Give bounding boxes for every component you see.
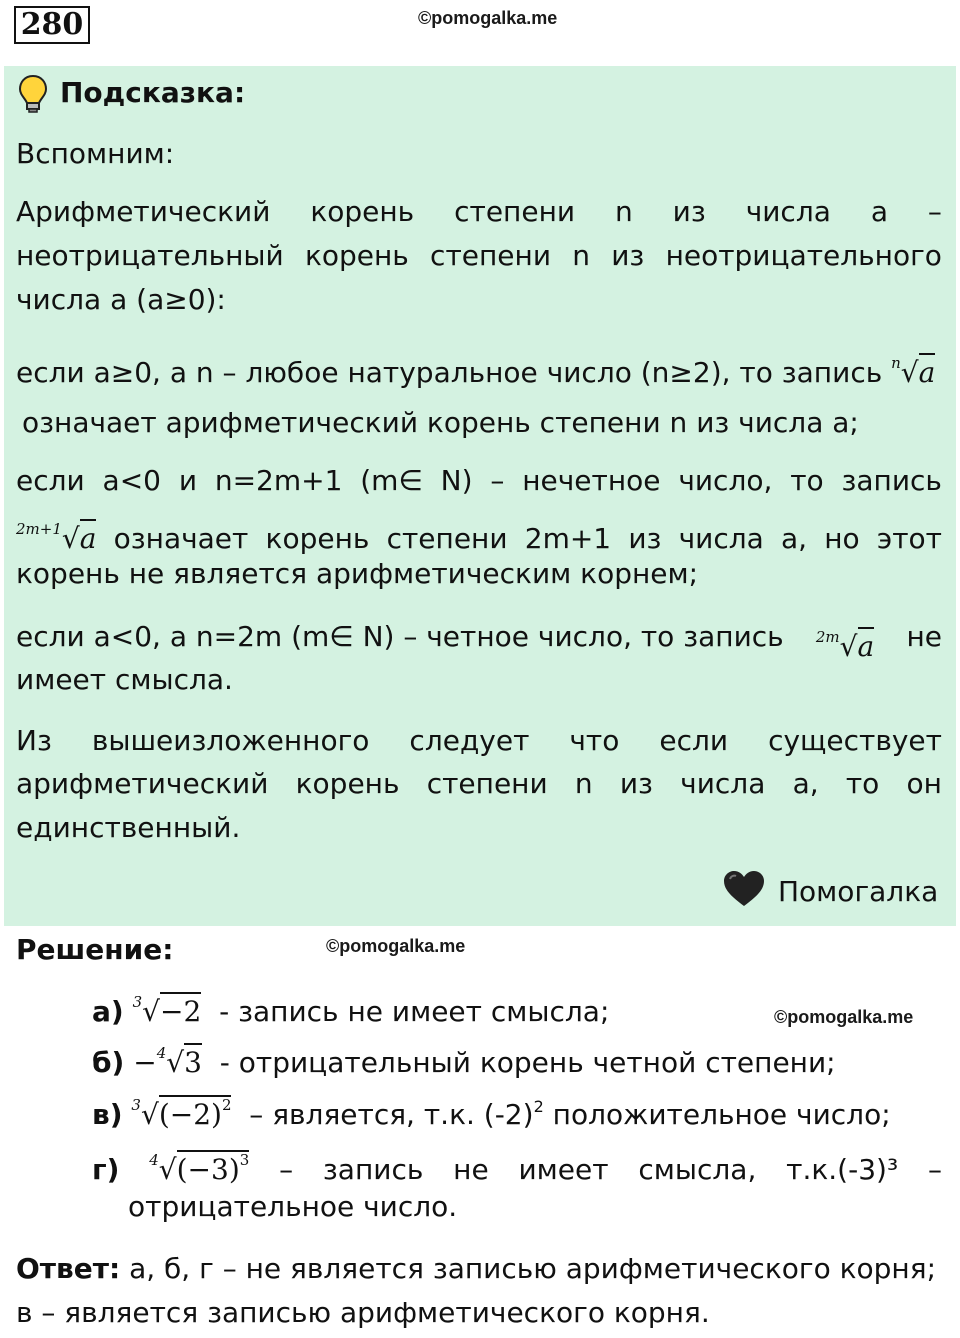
root-prefix: − <box>133 1046 157 1079</box>
word: Из <box>16 724 52 757</box>
word: числа <box>678 522 764 555</box>
word: следует <box>409 724 530 757</box>
solution-title: Решение: <box>16 933 174 966</box>
brand-name: Помогалка <box>778 874 939 908</box>
solution-item-a <box>92 985 692 1029</box>
concl-line-3: единственный. <box>16 811 241 844</box>
concl-line-2 <box>16 767 942 801</box>
word: n <box>572 239 590 272</box>
word: – <box>279 1153 294 1186</box>
solution-item-c <box>92 1088 932 1132</box>
case3-radicand: a <box>858 627 875 663</box>
word: смысла, <box>638 1153 757 1186</box>
root-index: 3 <box>132 993 143 1011</box>
word: степени <box>426 767 548 800</box>
case1-line <box>16 346 942 390</box>
word: из <box>628 522 662 555</box>
word: корень <box>304 239 409 272</box>
word: и <box>178 464 198 497</box>
word: – <box>490 464 505 497</box>
word: запись <box>322 1153 424 1186</box>
root-index: 4 <box>149 1151 159 1169</box>
word: из <box>672 195 706 228</box>
case3-line-2: имеет смысла. <box>16 663 233 696</box>
word: числа <box>745 195 831 228</box>
word: существует <box>768 724 942 757</box>
word: то <box>790 464 824 497</box>
word: т.к.(-3)³ <box>786 1153 899 1186</box>
case2-line-3: корень не является арифметическим корнем; <box>16 557 699 590</box>
word: степени <box>386 522 508 555</box>
root-index: 4 <box>156 1044 167 1062</box>
answer-line-1 <box>16 1252 942 1286</box>
watermark-3: ©pomogalka.me <box>774 1007 914 1027</box>
word: степени <box>454 195 576 228</box>
case2-radicand: a <box>80 519 97 555</box>
word: – <box>927 1153 942 1186</box>
word: неотрицательного <box>665 239 942 272</box>
word: имеет <box>518 1153 609 1186</box>
item-label: а) <box>92 995 124 1028</box>
item-text: - запись не имеет смысла; <box>219 995 610 1028</box>
lightbulb-icon <box>18 74 48 118</box>
root-radicand: 3 <box>184 1043 202 1079</box>
hint-recall: Вспомним: <box>16 137 175 170</box>
case3-text: если a<0, а n=2m (m∈ N) – четное число, то запись <box>16 620 784 653</box>
word: корень <box>265 522 370 555</box>
root-radicand: −2 <box>160 992 201 1028</box>
answer-line-2: в – является записью арифметического корня. <box>16 1296 710 1329</box>
word: a, <box>780 522 808 555</box>
word: если <box>16 464 85 497</box>
root-index: 3 <box>131 1096 141 1114</box>
word: он <box>906 767 942 800</box>
def-line-2 <box>16 239 942 273</box>
word: числа <box>680 767 766 800</box>
root-radicand: (−2) <box>158 1098 222 1131</box>
case1-index: n <box>891 354 901 372</box>
solution-item-d <box>92 1143 942 1187</box>
item-root: $^4√(-3)^3$ <box>149 1151 250 1186</box>
word: n <box>574 767 593 800</box>
problem-number: 280 <box>14 6 90 44</box>
word: что <box>569 724 620 757</box>
case3-tail: не <box>906 620 942 653</box>
case3-line <box>16 620 942 664</box>
word: a, <box>792 767 819 800</box>
heart-icon <box>722 870 766 912</box>
case2-root: $^{2m+1}$√a <box>16 520 97 555</box>
word: арифметический <box>16 767 269 800</box>
word: запись <box>841 464 942 497</box>
watermark: ©pomogalka.me <box>418 8 558 28</box>
case3-root: $^{2m}$√a <box>815 628 875 663</box>
word: нечетное <box>522 464 661 497</box>
word: корень <box>295 767 400 800</box>
concl-line-1 <box>16 724 942 758</box>
word: a <box>870 195 888 228</box>
word: корень <box>310 195 415 228</box>
word: N) <box>440 464 473 497</box>
word: не <box>453 1153 489 1186</box>
solution-item-b <box>92 1036 892 1080</box>
root-radicand: (−3) <box>176 1153 240 1186</box>
case2-line-1 <box>16 464 942 498</box>
word: степени <box>430 239 552 272</box>
item-text-sup: 2 <box>533 1097 544 1116</box>
word: – <box>927 195 942 228</box>
word: a<0 <box>102 464 161 497</box>
def-line-1 <box>16 195 942 229</box>
case1-text: если a≥0, а n – любое натуральное число (n≥2), то запись <box>16 356 883 389</box>
case1-radicand: a <box>919 353 936 389</box>
solution-item-d-line2: отрицательное число. <box>128 1190 458 1223</box>
item-root: $^3√(-2)^2$ <box>131 1096 232 1131</box>
word: означает <box>113 522 249 555</box>
word: если <box>659 724 729 757</box>
word: из <box>611 239 645 272</box>
case1-root: $^n$√a <box>891 354 936 389</box>
case3-index: 2m <box>815 628 840 646</box>
word: Арифметический <box>16 195 271 228</box>
word: число, <box>678 464 773 497</box>
item-text: – является, т.к. (-2) <box>249 1098 534 1131</box>
case1-cont: означает арифметический корень степени n из числа a; <box>22 406 859 439</box>
word: 2m+1 <box>524 522 612 555</box>
item-text: - отрицательный корень четной степени; <box>219 1046 836 1079</box>
word: этот <box>876 522 942 555</box>
case2-line-2 <box>16 512 942 556</box>
item-label: в) <box>92 1098 123 1131</box>
word: но <box>824 522 860 555</box>
case2-index: 2m+1 <box>16 520 62 538</box>
word: вышеизложенного <box>91 724 370 757</box>
answer-text-1: а, б, г – не является записью арифметического корня; <box>129 1252 937 1285</box>
item-root: −$^4$√3 <box>133 1044 202 1079</box>
radicand-exponent: 3 <box>239 1151 250 1169</box>
def-line-3: числа a (a≥0): <box>16 283 226 316</box>
word: то <box>845 767 880 800</box>
brand <box>722 870 938 912</box>
word: из <box>619 767 653 800</box>
watermark-2: ©pomogalka.me <box>326 936 466 956</box>
answer-label: Ответ: <box>16 1252 121 1285</box>
word: (m∈ <box>360 464 423 497</box>
item-label: г) <box>92 1153 120 1186</box>
word: n <box>615 195 633 228</box>
word: n=2m+1 <box>214 464 343 497</box>
radicand-exponent: 2 <box>221 1096 232 1114</box>
word: неотрицательный <box>16 239 284 272</box>
hint-title: Подсказка: <box>60 76 246 109</box>
item-label: б) <box>92 1046 125 1079</box>
item-root: $^3$√−2 <box>132 993 202 1028</box>
item-text-after: положительное число; <box>552 1098 891 1131</box>
